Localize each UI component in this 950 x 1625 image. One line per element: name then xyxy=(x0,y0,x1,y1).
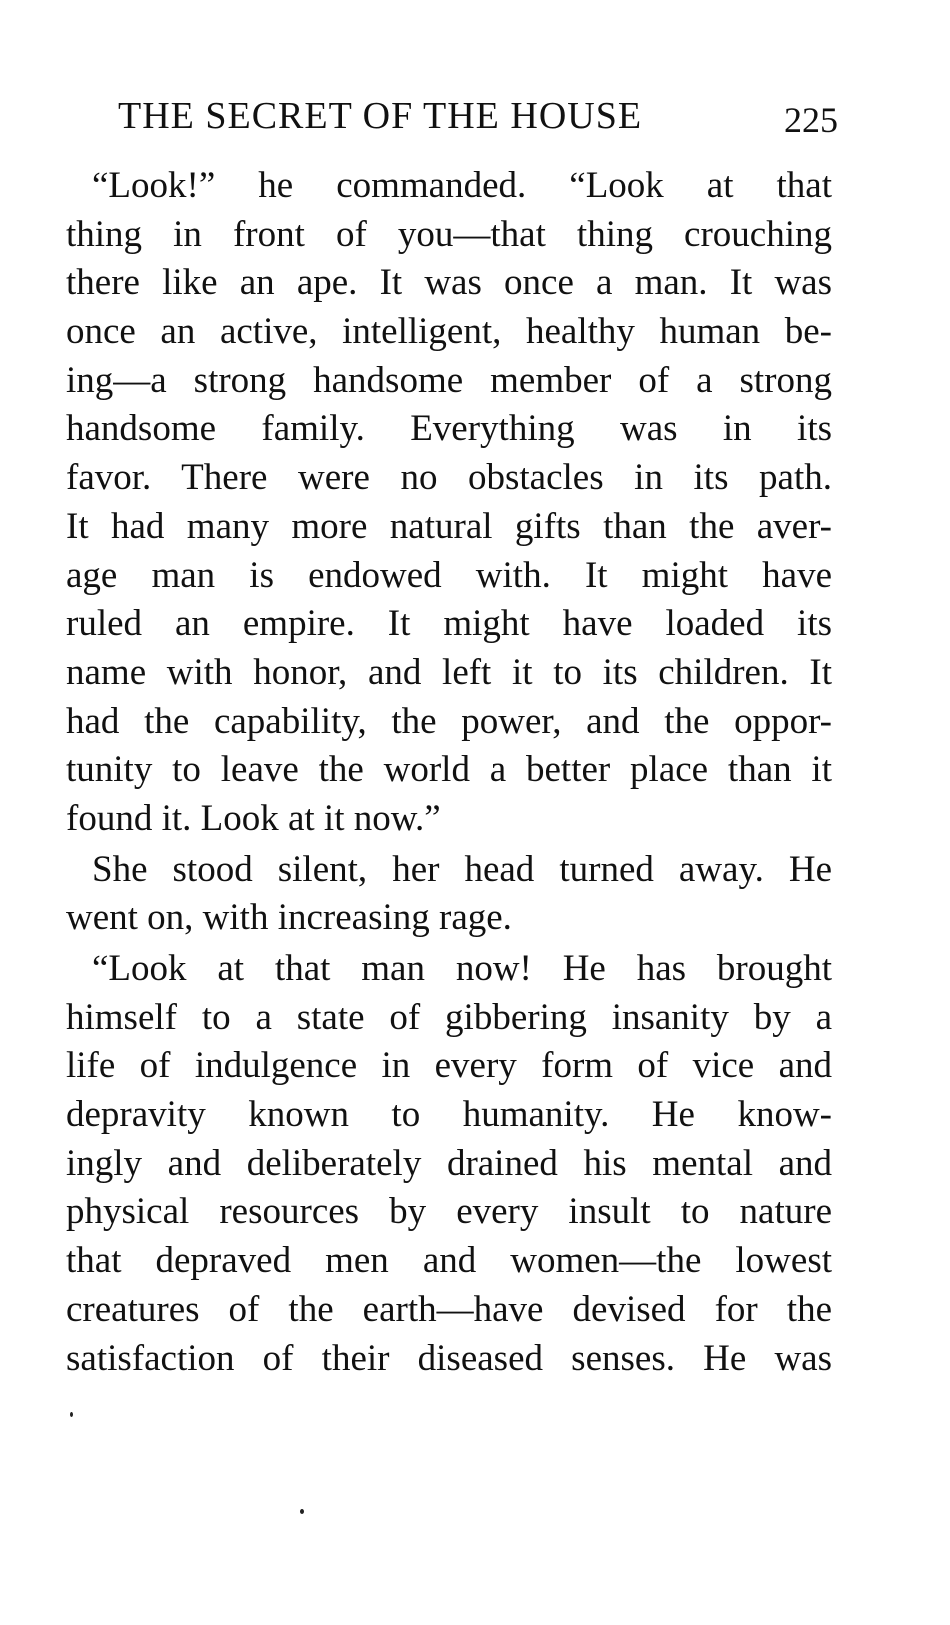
text-line: It had many more natural gifts than the aver- xyxy=(66,505,832,547)
text-line: handsome family. Everything was in its xyxy=(66,408,832,450)
text-line: tunity to leave the world a better place than it xyxy=(66,749,832,791)
body-text xyxy=(66,162,832,1383)
text-line: himself to a state of gibbering insanity by a xyxy=(66,996,832,1038)
paragraph-2 xyxy=(66,846,832,943)
text-line: ing—a strong handsome member of a strong xyxy=(66,359,832,401)
running-title: THE SECRET OF THE HOUSE xyxy=(118,95,643,137)
text-line: favor. There were no obstacles in its path. xyxy=(66,457,832,499)
text-line: “Look!” he commanded. “Look at that xyxy=(92,165,832,206)
text-line: name with honor, and left it to its children. It xyxy=(66,651,832,693)
text-line: found it. Look at it now.” xyxy=(66,797,441,839)
text-line: once an active, intelligent, healthy human be- xyxy=(66,311,832,353)
text-line: thing in front of you—that thing crouching xyxy=(66,213,832,255)
text-line: there like an ape. It was once a man. It was xyxy=(66,262,832,304)
text-line: went on, with increasing rage. xyxy=(66,897,512,939)
text-line: She stood silent, her head turned away. He xyxy=(92,848,832,890)
text-line: ruled an empire. It might have loaded its xyxy=(66,603,832,645)
running-head xyxy=(118,86,838,146)
text-line: age man is endowed with. It might have xyxy=(66,554,832,596)
text-line: life of indulgence in every form of vice and xyxy=(66,1045,832,1087)
text-line: physical resources by every insult to nature xyxy=(66,1191,832,1233)
text-line: depravity known to humanity. He know- xyxy=(66,1094,832,1136)
text-line: satisfaction of their diseased senses. He was xyxy=(66,1337,832,1379)
ink-speck xyxy=(70,1412,73,1417)
text-line: creatures of the earth—have devised for the xyxy=(66,1288,832,1330)
page-number: 225 xyxy=(784,100,838,140)
ink-speck xyxy=(300,1509,304,1514)
text-line: had the capability, the power, and the oppor- xyxy=(66,700,832,742)
text-line: ingly and deliberately drained his mental and xyxy=(66,1142,832,1184)
paragraph-1 xyxy=(66,162,832,844)
text-line: “Look at that man now! He has brought xyxy=(92,948,832,989)
paragraph-3 xyxy=(66,945,832,1383)
text-line: that depraved men and women—the lowest xyxy=(66,1240,832,1282)
